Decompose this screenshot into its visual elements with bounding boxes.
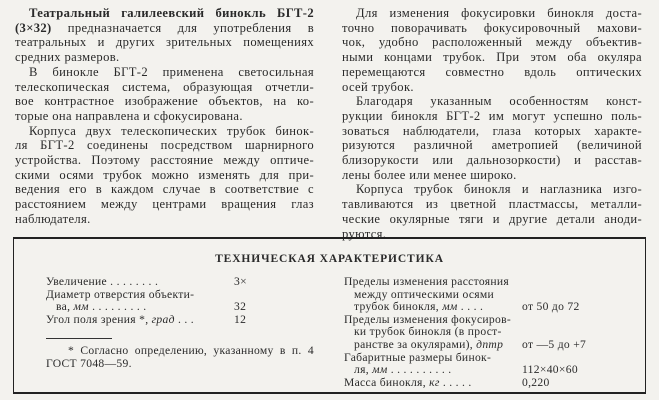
- spec-label: Диаметр отверстия объекти-: [46, 287, 195, 301]
- paragraph-intro: Театральный галилеевский бинокль БГТ-2 (3×32) предназначается для употребления в театральных и других зрительных помещениях средних размеров.: [15, 6, 314, 65]
- spec-row-dimensions: Габаритные размеры бинок-: [344, 350, 492, 364]
- spec-row-interpupillary: Пределы изменения расстояния: [344, 275, 509, 288]
- spec-value: 3×: [234, 275, 247, 288]
- spec-value: 32: [234, 300, 247, 314]
- spec-row-mass: Масса бинокля, кг . . . . . 0,220: [344, 375, 550, 389]
- spec-value: 12: [234, 312, 247, 326]
- spec-unit: кг: [429, 375, 440, 389]
- paragraph-hinge: Корпуса двух телескопических трубок бинок- ля БГТ-2 соединены посредством шарнирного устройства. Поэтому расстояние между оптиче- скими осями трубок можно изменять для при- ведения его в каждом случае в соответствие с расстоянием между центрами вращения глаз наблюдателя.: [15, 123, 314, 226]
- spec-value: от 50 до 72: [522, 300, 580, 314]
- paragraph-ametropia: Благодаря указанным особенностям конст- рукции бинокля БГТ-2 им могут успешно поль- зоваться наблюдатели, глаза которых характе- ризуются различной аметропией (величиной близорукости или дальнозоркости) и расстав- лены более или менее широко.: [342, 94, 642, 182]
- footnote: * Согласно определению, указанному в п. 4 ГОСТ 7048—59.: [46, 344, 314, 370]
- spec-unit: мм: [442, 300, 458, 314]
- bold-lead: Театральный галилеевский бинокль БГТ-2: [29, 6, 314, 20]
- bold-lead-model: (3×32): [15, 20, 52, 35]
- specs-right-column: Пределы изменения расстояния между оптическими осями трубок бинокля, мм . . . . от 50 до 72 Пределы изменения фокусиров- ки трубок бинокля (в прост- ранстве за окулярами), дптр от —5 до +7 Габаритные размеры бинок- ля, мм . . . . . . . . . . 112×40×60 Масса бинокля, кг . . . . . 0,220: [344, 276, 624, 389]
- right-column: [342, 6, 642, 241]
- spec-value: 112×40×60: [522, 363, 578, 377]
- spec-row-focus-range: Пределы изменения фокусиров-: [344, 312, 512, 326]
- paragraph-focusing: Для изменения фокусировки бинокля доста- точно поворачивать фокусировочный махови- чок, удобно расположенный между объектив- ными концами трубок. При этом оба окуляра перемещаются совместно вдоль оптических осей трубок.: [342, 6, 642, 94]
- spec-unit: мм: [73, 300, 89, 314]
- spec-row-magnification: [46, 276, 308, 289]
- specs-left-column: Увеличение . . . . . . . . 3× Диаметр отверстия объекти- ва, мм . . . . . . . . . 32 Угол поля зрения *, град . . . 12: [46, 276, 308, 326]
- spec-label: Увеличение . . . . . . . .: [46, 275, 159, 288]
- specs-title: ТЕХНИЧЕСКАЯ ХАРАКТЕРИСТИКА: [215, 253, 444, 265]
- spec-value: от —5 до +7: [522, 337, 587, 351]
- left-column: [15, 6, 314, 227]
- spec-row-field-angle: Угол поля зрения *, град . . . 12: [46, 312, 247, 326]
- footnote-rule: [46, 338, 112, 339]
- paragraph-optics: В бинокле БГТ-2 применена светосильная телескопическая система, образующая отчетли- вое контрастное изображение объектов, на ко- торые она направлена и сфокусирована.: [15, 64, 314, 123]
- paragraph-materials: Корпуса трубок бинокля и наглазника изго- тавливаются из цветной пластмассы, металли- ческие окулярные тяги и другие детали аноди- руются.: [342, 182, 642, 241]
- spec-unit: мм: [372, 363, 388, 377]
- spec-value: 0,220: [522, 375, 550, 389]
- spec-unit: дптр: [476, 337, 504, 351]
- spec-unit: град: [151, 312, 175, 326]
- technical-specs-box: [13, 237, 646, 394]
